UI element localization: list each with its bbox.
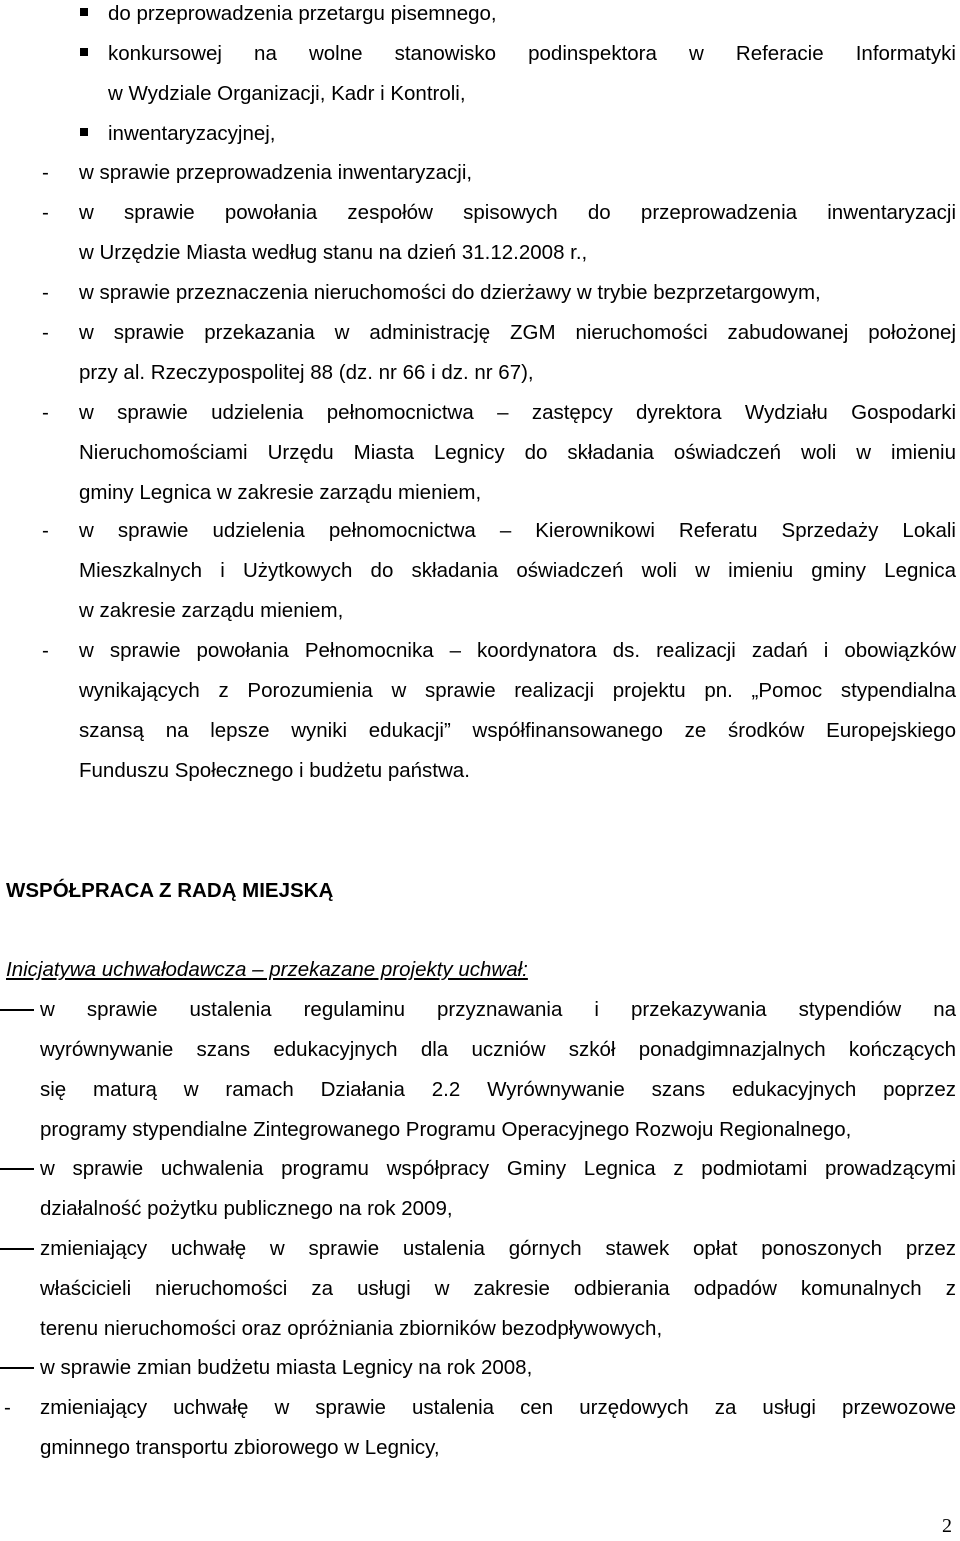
long-dash-icon xyxy=(0,1367,34,1369)
list-line: gminy Legnica w zakresie zarządu mieniem, xyxy=(79,481,482,504)
list-marker: - xyxy=(42,639,49,662)
square-bullet-icon xyxy=(80,48,88,56)
long-dash-icon xyxy=(0,1009,34,1011)
bullet-line: w Wydziale Organizacji, Kadr i Kontroli, xyxy=(108,82,466,105)
list-item xyxy=(42,153,956,193)
resolution-line: w sprawie ustalenia regulaminu przyznawania i przekazywania stypendiów na xyxy=(40,998,956,1021)
list-item xyxy=(42,273,956,313)
page-number: 2 xyxy=(942,1515,952,1537)
list-line: w sprawie powołania zespołów spisowych do przeprowadzenia inwentaryzacji xyxy=(79,201,956,224)
resolution-line: wyrównywanie szans edukacyjnych dla uczniów szkół ponadgimnazjalnych kończących xyxy=(40,1038,956,1061)
list-line: w sprawie udzielenia pełnomocnictwa – zastępcy dyrektora Wydziału Gospodarki xyxy=(79,401,956,424)
list-line: w sprawie udzielenia pełnomocnictwa – Kierownikowi Referatu Sprzedaży Lokali xyxy=(79,519,956,542)
list-item xyxy=(42,511,956,631)
list-line: w zakresie zarządu mieniem, xyxy=(79,599,344,622)
list-item xyxy=(42,631,956,791)
bullet-line: do przeprowadzenia przetargu pisemnego, xyxy=(108,2,497,25)
long-dash-icon xyxy=(0,1248,34,1250)
resolution-item xyxy=(0,990,956,1150)
list-marker: - xyxy=(4,1396,11,1419)
bullet-line: konkursowej na wolne stanowisko podinspektora w Referacie Informatyki xyxy=(108,42,956,65)
square-bullet-icon xyxy=(80,128,88,136)
list-line: wynikających z Porozumienia w sprawie realizacji projektu pn. „Pomoc stypendialna xyxy=(79,679,956,702)
list-marker: - xyxy=(42,519,49,542)
resolution-item xyxy=(0,1229,956,1349)
list-line: Nieruchomościami Urzędu Miasta Legnicy do składania oświadczeń woli w imieniu xyxy=(79,441,956,464)
list-item xyxy=(42,393,956,513)
resolution-line: w sprawie uchwalenia programu współpracy Gminy Legnica z podmiotami prowadzącymi xyxy=(40,1157,956,1180)
list-line: przy al. Rzeczypospolitej 88 (dz. nr 66 i dz. nr 67), xyxy=(79,361,534,384)
list-item xyxy=(42,193,956,273)
bullet-item xyxy=(80,34,956,114)
resolution-line: terenu nieruchomości oraz opróżniania zbiorników bezodpływowych, xyxy=(40,1317,663,1340)
resolution-item xyxy=(0,1388,956,1468)
list-line: w sprawie przekazania w administrację ZGM nieruchomości zabudowanej położonej xyxy=(79,321,956,344)
resolution-line: się maturą w ramach Działania 2.2 Wyrównywanie szans edukacyjnych poprzez xyxy=(40,1078,956,1101)
section-intro: Inicjatywa uchwałodawcza – przekazane projekty uchwał: xyxy=(6,958,528,981)
bullet-line: inwentaryzacyjnej, xyxy=(108,122,276,145)
list-line: w sprawie przeprowadzenia inwentaryzacji, xyxy=(79,161,473,184)
resolution-line: działalność pożytku publicznego na rok 2009, xyxy=(40,1197,453,1220)
section-heading: WSPÓŁPRACA Z RADĄ MIEJSKĄ xyxy=(6,879,334,902)
square-bullet-icon xyxy=(80,8,88,16)
list-marker: - xyxy=(42,161,49,184)
list-line: Mieszkalnych i Użytkowych do składania oświadczeń woli w imieniu gminy Legnica xyxy=(79,559,956,582)
resolution-item xyxy=(0,1348,956,1388)
resolution-line: zmieniający uchwałę w sprawie ustalenia cen urzędowych za usługi przewozowe xyxy=(40,1396,956,1419)
bullet-item xyxy=(80,114,956,154)
resolution-item xyxy=(0,1149,956,1229)
resolution-line: programy stypendialne Zintegrowanego Programu Operacyjnego Rozwoju Regionalnego, xyxy=(40,1118,852,1141)
list-item xyxy=(42,313,956,393)
list-line: w sprawie przeznaczenia nieruchomości do dzierżawy w trybie bezprzetargowym, xyxy=(79,281,821,304)
list-marker: - xyxy=(42,201,49,224)
resolution-line: właścicieli nieruchomości za usługi w zakresie odbierania odpadów komunalnych z xyxy=(40,1277,956,1300)
resolution-line: w sprawie zmian budżetu miasta Legnicy na rok 2008, xyxy=(40,1356,533,1379)
resolution-line: zmieniający uchwałę w sprawie ustalenia górnych stawek opłat ponoszonych przez xyxy=(40,1237,956,1260)
list-marker: - xyxy=(42,401,49,424)
bullet-item xyxy=(80,0,956,34)
list-marker: - xyxy=(42,281,49,304)
resolution-line: gminnego transportu zbiorowego w Legnicy, xyxy=(40,1436,440,1459)
list-line: w sprawie powołania Pełnomocnika – koordynatora ds. realizacji zadań i obowiązków xyxy=(79,639,956,662)
long-dash-icon xyxy=(0,1168,34,1170)
list-line: szansą na lepsze wyniki edukacji” współfinansowanego ze środków Europejskiego xyxy=(79,719,956,742)
list-line: w Urzędzie Miasta według stanu na dzień 31.12.2008 r., xyxy=(79,241,588,264)
list-marker: - xyxy=(42,321,49,344)
list-line: Funduszu Społecznego i budżetu państwa. xyxy=(79,759,470,782)
